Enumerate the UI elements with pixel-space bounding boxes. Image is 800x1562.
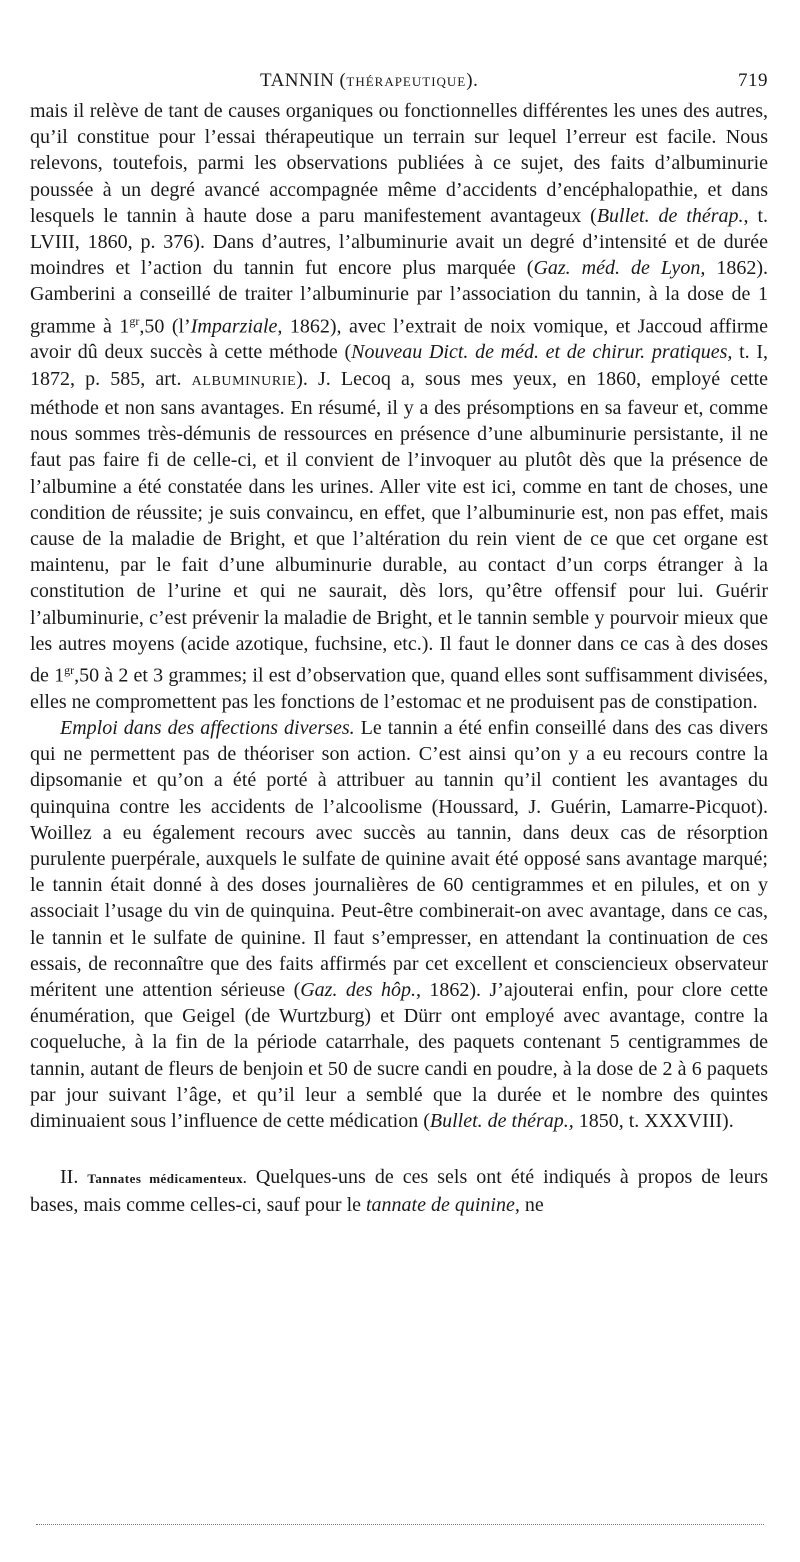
text-run: 1862), avec l’extrait de noix vomique, et Jaccoud affirme avoir dû deux succès à cette méthode ( [30,315,768,364]
text-run: 1862). Gamberini a conseillé de traiter l’albuminurie par l’association du tannin, à la dose de 1 gramme à 1 [30,257,768,338]
running-head [30,62,768,98]
text-run: ). J. Lecoq a, sous mes yeux, en 1860, employé cette méthode et non sans avantages. En résumé, il y a des présomptions en sa faveur et, comme nous sommes très-démunis de ressources en présence d’une albuminurie persistante, il ne faut pas faire fi de celle-ci, et il convient de l’invoquer au plutôt dès que la présence de l’albumine a été constatée dans les urines. Aller vite est ici, comme en tant de choses, une condition de réussite; je suis convaincu, en effet, que l’albuminurie est, non pas effet, mais cause de la maladie de Bright, et que l’altération du rein vient de ce que cet organe est maintenu, par le fait d’une albuminurie durable, au contact d’un corps étranger à la constitution de l’urine et qui ne saurait, dès lors, qu’être offensif pour lui. Guérir l’albuminurie, c’est prévenir la maladie de Bright, et le tannin semble y pourvoir mieux que les autres moyens (acide azotique, fuchsine, etc.). Il faut le donner dans ce cas à des doses de 1 [30,367,768,687]
text-run: mais il relève de tant de causes organiques ou fonctionnelles différentes les unes des autres, qu’il constitue pour l’essai thérapeutique un terrain sur lequel l’erreur est facile. Nous relevons, toutefois, parmi les observations publiées à ce sujet, des faits d’albuminurie poussée à un degré avancé accompagnée même d’accidents d’encéphalopathie, et dans lesquels le tannin à haute dose a paru manifestement avantageux ( [30,100,768,227]
text-run: t. I, 1872, p. 585, art. [30,341,769,390]
section-number: II. [60,1166,79,1189]
section-gap [30,1134,768,1164]
citation: Bullet. de thérap. [596,204,744,227]
running-title [260,70,478,92]
text-run: Le tannin a été enfin conseillé dans des cas divers qui ne permettent pas de théoriser son action. C’est ainsi qu’on y a eu recours contre la dipsomanie et qu’on a été porté à attribuer au tannin qu’il contient les avantages du quinquina contre les accidents de l’alcoolisme (Houssard, J. Guérin, Lamarre-Picquot). Woillez a eu également recours avec succès au tannin, dans deux cas de résorption purulente puerpérale, auxquels le sulfate de quinine avait été opposé sans avantage marqué; le tannin était donné à des doses journalières de 60 centigrammes et en pilules, et on y associait l’usage du vin de quinquina. Peut-être combinerait-on avec avantage, dans ce cas, le tannin et le sulfate de quinine. Il faut s’empresser, en attendant la continuation de ces essais, de reconnaître que des faits affirmés par cet excellent et consciencieux observateur méritent une attention sérieuse ( [30,716,768,1002]
running-title-smallcaps: THÉRAPEUTIQUE [346,74,467,89]
footer-rule [36,1524,764,1525]
page [30,62,768,1219]
citation: Imparziale, [190,315,283,338]
unit-superscript: gr [64,662,75,677]
text-run: ,50 (l’ [139,315,191,338]
running-title-main: TANNIN ( [260,70,347,91]
unit-superscript: gr [129,313,140,328]
cross-reference: ALBUMINURIE [191,373,297,389]
paragraph-heading: Emploi dans des affections diverses. [60,716,355,739]
paragraph-albuminurie [30,98,768,715]
page-number: 719 [738,70,768,91]
citation: Gaz. des hôp., [300,979,421,1002]
text-run: ne [519,1194,544,1217]
paragraph-tannates [30,1164,768,1218]
citation: Nouveau Dict. de méd. et de chirur. pratiques, [351,341,733,364]
citation: Bullet. de thérap., [429,1110,574,1133]
section-heading: Tannates médicamenteux. [87,1171,247,1187]
citation: Gaz. méd. de Lyon, [533,257,706,280]
text-run: 1850, t. XXXVIII). [573,1110,734,1133]
text-run: 1862). J’ajouterai enfin, pour clore cette énumération, que Geigel (de Wurtzburg) et Dürr ont employé avec avantage, contre la coqueluche, à la fin de la période catarrhale, des paquets contenant 5 centigrammes de tannin, autant de fleurs de benjoin et 50 de sucre candi en poudre, à la dose de 2 à 6 paquets par jour suivant l’âge, et qu’il leur a semblé que la durée et le nombre des quintes diminuaient sous l’influence de cette médication ( [30,979,768,1133]
text-run: Quelques-uns de ces sels ont été indiqués à propos de leurs bases, mais comme celles-ci, sauf pour le [30,1166,769,1217]
emphasis: tannate de quinine, [366,1194,520,1217]
paragraph-affections-diverses [30,715,768,1134]
text-run: ,50 à 2 et 3 grammes; il est d’observation que, quand elles sont suffisamment divisées, elles ne compromettent pas les fonctions de l’estomac et ne produisent pas de constipation. [30,664,768,713]
running-title-close: ). [466,70,479,91]
text-run: , t. LVIII, 1860, p. 376). Dans d’autres, l’albuminurie avait un degré d’intensité et de durée moindres et l’action du tannin fut encore plus marquée ( [30,204,769,280]
